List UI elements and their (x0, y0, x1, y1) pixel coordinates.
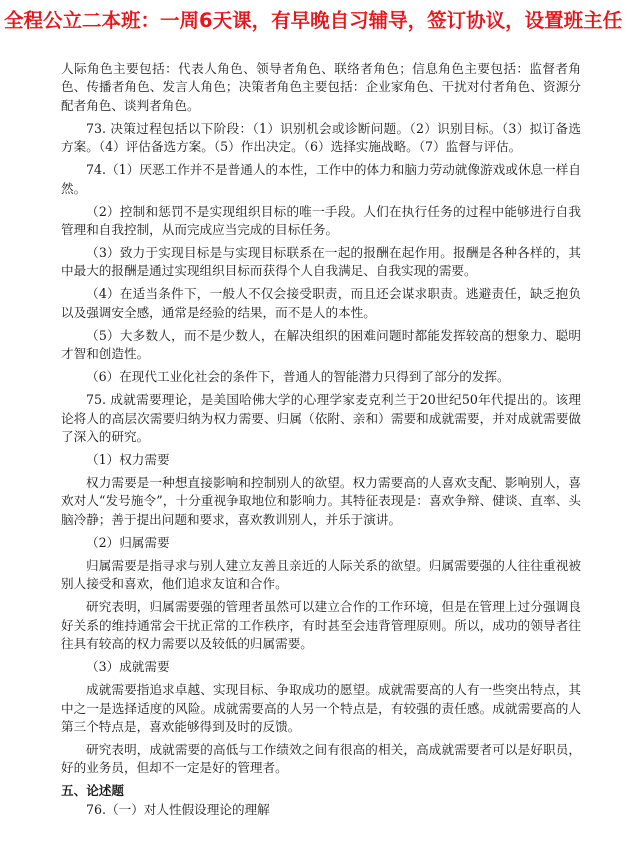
paragraph: 人际角色主要包括：代表人角色、领导者角色、联络者角色；信息角色主要包括：监督者角色、传播者角色、发言人角色；决策者角色主要包括：企业家角色、干扰对付者角色、资源分配者角色、谈判者角色。 (61, 61, 581, 113)
subheading: （1）权力需要 (86, 452, 170, 468)
paragraph: （2）控制和惩罚不是实现组织目标的唯一手段。人们在执行任务的过程中能够进行自我管理和自我控制，从而完成应当完成的目标任务。 (61, 203, 581, 238)
paragraph: 成就需要指追求卓越、实现目标、争取成功的愿望。成就需要高的人有一些突出特点，其中之一是选择适度的风险。成就需要高的人另一个特点是，有较强的责任感。成就需要高的人第三个特点是，喜欢能够得到及时的反馈。 (61, 682, 581, 734)
promo-banner (0, 0, 642, 44)
subheading: （3）成就需要 (86, 659, 170, 675)
paragraph: （4）在适当条件下，一般人不仅会接受职责，而且还会谋求职责。逃避责任，缺乏抱负以及强调安全感，通常是经验的结果，而不是人的本性。 (61, 286, 581, 320)
paragraph: 权力需要是一种想直接影响和控制别人的欲望。权力需要高的人喜欢支配、影响别人，喜欢对人“发号施令”，十分重视争取地位和影响力。其特征表现是：喜欢争辩、健谈、直率、头脑冷静；善于提出问题和要求，喜欢教训别人，并乐于演讲。 (61, 475, 581, 527)
document-body (61, 60, 581, 819)
paragraph: （3）致力于实现目标是与实现目标联系在一起的报酬在起作用。报酬是各种各样的，其中最大的报酬是通过实现组织目标而获得个人自我满足、自我实现的需要。 (61, 245, 581, 279)
paragraph: 研究表明，归属需要强的管理者虽然可以建立合作的工作环境，但是在管理上过分强调良好关系的维持通常会干扰正常的工作秩序，有时甚至会违背管理原则。所以，成功的领导者往往具有较高的权力需要以及较低的归属需要。 (61, 599, 581, 652)
paragraph: 76.（一）对人性假设理论的理解 (86, 801, 270, 817)
paragraph: 73. 决策过程包括以下阶段：（1）识别机会或诊断问题。（2）识别目标。（3）拟订备选方案。（4）评估备选方案。（5）作出决定。（6）选择实施战略。（7）监督与评估。 (61, 120, 581, 155)
paragraph: （6）在现代工业化社会的条件下，普通人的智能潜力只得到了部分的发挥。 (86, 369, 510, 385)
paragraph: （5）大多数人，而不是少数人，在解决组织的困难问题时都能发挥较高的想象力、聪明才智和创造性。 (61, 327, 581, 362)
paragraph: 75. 成就需要理论，是美国哈佛大学的心理学家麦克利兰于20世纪50年代提出的。该理论将人的高层次需要归纳为权力需要、归属（依附、亲和）需要和成就需要，并对成就需要做了深入的研究。 (61, 392, 581, 445)
paragraph: 研究表明，成就需要的高低与工作绩效之间有很高的相关，高成就需要者可以是好职员，好的业务员，但却不一定是好的管理者。 (61, 741, 581, 776)
paragraph: 归属需要是指寻求与别人建立友善且亲近的人际关系的欲望。归属需要强的人往往重视被别人接受和喜欢，他们追求友谊和合作。 (61, 557, 581, 592)
section-heading: 五、论述题 (61, 783, 124, 799)
paragraph: 74.（1）厌恶工作并不是普通人的本性，工作中的体力和脑力劳动就像游戏或休息一样自然。 (61, 162, 581, 196)
promo-banner-text: 全程公立二本班：一周6天课，有早晚自习辅导，签订协议，设置班主任 (4, 9, 623, 32)
subheading: （2）归属需要 (86, 534, 170, 550)
